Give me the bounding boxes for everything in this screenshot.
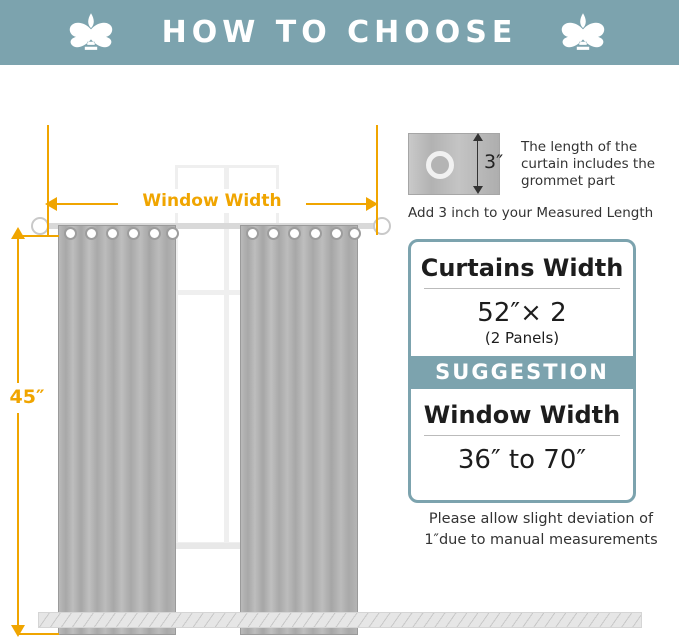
arrow-down-icon <box>11 625 25 637</box>
card-divider <box>424 435 620 436</box>
window-width-title: Window Width <box>423 401 621 429</box>
arrow-left-icon <box>45 197 57 211</box>
grommet-note: The length of the curtain includes the grommet part <box>521 139 656 189</box>
page-title: HOW TO CHOOSE <box>161 15 518 50</box>
arrow-up-icon <box>11 227 25 239</box>
window-mullion-vertical <box>224 165 229 545</box>
grommet-icon <box>148 227 161 240</box>
disclaimer-line-1: Please allow slight deviation of <box>428 511 654 527</box>
grommet-ring-icon <box>426 151 454 179</box>
grommet-icon <box>106 227 119 240</box>
grommet-dimension-line <box>477 137 478 191</box>
grommet-icon <box>267 227 280 240</box>
disclaimer <box>405 509 677 551</box>
arrow-right-icon <box>366 197 378 211</box>
curtain-length-label: 45″ <box>9 386 45 408</box>
panels-note: (2 Panels) <box>484 329 560 347</box>
suggestion-band: SUGGESTION <box>411 356 633 389</box>
grommet-icon <box>309 227 322 240</box>
fleur-de-lis-icon <box>552 10 614 55</box>
grommet-icon <box>246 227 259 240</box>
arrow-down-icon <box>473 186 483 194</box>
curtain-panel-left <box>58 225 176 635</box>
grommet-dimension-value: 3″ <box>484 151 504 173</box>
window-width-label: Window Width <box>142 191 282 211</box>
curtain-window-diagram <box>0 65 400 595</box>
height-guide-top <box>17 235 59 237</box>
window-width-range: 36″ to 70″ <box>457 445 587 475</box>
curtains-width-value: 52″× 2 <box>477 298 567 328</box>
grommet-icon <box>288 227 301 240</box>
disclaimer-line-2: 1″due to manual measurements <box>424 532 658 548</box>
fleur-de-lis-icon <box>60 10 122 55</box>
arrow-up-icon <box>473 133 483 141</box>
height-dimension-line <box>17 235 19 635</box>
floor-hatch-pattern <box>39 613 642 628</box>
grommet-icon <box>348 227 361 240</box>
header-banner <box>0 0 679 65</box>
grommet-icon <box>85 227 98 240</box>
floor-strip <box>38 612 642 628</box>
grommet-icon <box>64 227 77 240</box>
card-divider <box>424 288 620 289</box>
width-guide-left <box>47 125 49 235</box>
curtain-panel-right <box>240 225 358 635</box>
width-guide-right <box>376 125 378 235</box>
curtains-width-title: Curtains Width <box>420 254 624 282</box>
grommet-icon <box>127 227 140 240</box>
grommet-icon <box>330 227 343 240</box>
height-guide-bottom <box>17 633 59 635</box>
add-length-note: Add 3 inch to your Measured Length <box>408 205 654 221</box>
suggestion-card <box>408 239 636 503</box>
grommet-icon <box>166 227 179 240</box>
